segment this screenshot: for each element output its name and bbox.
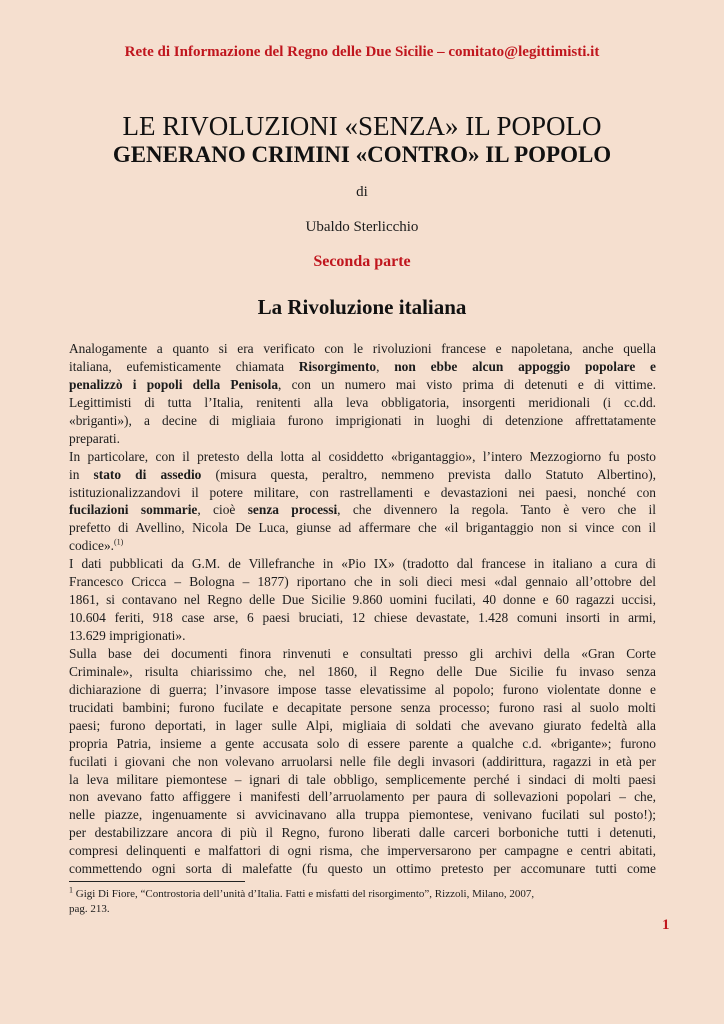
- text-run: la leva militare piemontese – ignari di tale obbligo, semplicemente perché i sindaci di molti paesi: [69, 771, 656, 787]
- body-line: [69, 412, 656, 430]
- text-run: non avevano fatto affiggere i manifesti dell’arruolamento per paura di sollevazioni popolari – che,: [69, 789, 656, 805]
- text-run: Analogamente a quanto si era verificato con le rivoluzioni francese e napoletana, anche quella: [69, 341, 656, 356]
- text-run: Sulla base dei documenti finora rinvenuti e consultati presso gli archivi della «Gran Corte: [69, 645, 656, 661]
- text-run: dichiarazione di guerra; l’invasore impose tasse elevatissime al popolo; furono violentate donne e: [69, 681, 656, 697]
- bold-text: senza processi: [247, 502, 338, 518]
- text-run: (misura questa, peraltro, nemmeno prevista dallo Statuto Albertino),: [201, 466, 657, 482]
- text-run: 1861, si contavano nel Regno delle Due Sicilie 9.860 uomini fucilati, 40 donne e 60 ragazzi uccisi,: [69, 592, 656, 608]
- text-run: prefetto di Avellino, Nicola De Luca, giunse ad affermare che «il brigantaggio non si vince con il: [69, 520, 656, 536]
- text-run: , con un numero mai visto prima di detenuti e di vittime.: [278, 376, 656, 392]
- text-run: istituzionalizzandovi il potere militare, con rastrellamenti e devastazioni nei paesi, nonché con: [69, 484, 656, 500]
- text-run: , cioè: [197, 502, 248, 518]
- body-line: [69, 735, 656, 753]
- text-run: paesi; furono deportati, in lager sulle Alpi, migliaia di soldati che avevano giurato fedeltà alla: [69, 717, 656, 733]
- bold-text: penalizzò i popoli della Penisola: [69, 376, 279, 392]
- text-run: italiana, eufemisticamente chiamata: [69, 358, 299, 374]
- section-title: La Rivoluzione italiana: [257, 295, 467, 319]
- body-line: [69, 717, 656, 735]
- body-line: [69, 484, 656, 502]
- body-text: [69, 340, 656, 878]
- footnote-reference: (1): [113, 537, 124, 547]
- body-line: [69, 627, 656, 645]
- body-line: [69, 842, 656, 860]
- title-line-1: LE RIVOLUZIONI «SENZA» IL POPOLO: [122, 111, 602, 141]
- text-run: in: [69, 466, 94, 482]
- text-run: preparati.: [69, 430, 120, 446]
- text-run: compresi delinquenti e malfattori di ogni risma, che imperversarono per campagne e centri abitati,: [69, 843, 656, 859]
- bold-text: fucilazioni sommarie: [69, 502, 198, 518]
- body-line: [69, 663, 656, 681]
- text-run: Legittimisti di tutta l’Italia, renitenti alla leva obbligatoria, insorgenti meridionali (i cc.dd.: [69, 394, 656, 410]
- body-line: [69, 699, 656, 717]
- body-line: [69, 430, 656, 448]
- text-run: , che divennero la regola. Tanto è vero che il: [337, 502, 656, 518]
- title-line-2: GENERANO CRIMINI «CONTRO» IL POPOLO: [112, 142, 612, 167]
- bold-text: stato di assedio: [93, 466, 202, 482]
- body-line: [69, 806, 656, 824]
- body-line: [69, 609, 656, 627]
- body-line: [69, 555, 656, 573]
- text-run: fucilati i giovani che non volevano arruolarsi nelle file degli invasori (addirittura, ragazzi in età per: [69, 753, 656, 769]
- body-line: [69, 645, 656, 663]
- body-line: [69, 519, 656, 537]
- text-run: codice».: [69, 538, 114, 554]
- body-line: [69, 681, 656, 699]
- body-line: [69, 753, 656, 771]
- text-run: 13.629 imprigionati».: [69, 628, 186, 643]
- text-run: trucidati bambini; furono fucilate e decapitate persone senza processo; furono rasi al suolo molti: [69, 699, 656, 715]
- text-run: 10.604 feriti, 918 case arse, 6 paesi bruciati, 12 chiese devastate, 1.428 comuni insorti in armi,: [69, 610, 656, 626]
- bold-text: non ebbe alcun appoggio popolare e: [394, 358, 656, 374]
- body-line: [69, 394, 656, 412]
- text-run: Criminale», risulta chiarissimo che, nel 1860, il Regno delle Due Sicilie fu invaso senza: [69, 663, 656, 679]
- text-run: commettendo ogni sorta di malefatte (fu questo un ottimo pretesto per accomunare tutti come: [69, 861, 656, 877]
- body-line: [69, 771, 656, 789]
- author-name: Ubaldo Sterlicchio: [305, 219, 419, 235]
- body-line: [69, 573, 656, 591]
- body-line: [69, 860, 656, 878]
- body-line: [69, 358, 656, 376]
- body-line: [69, 448, 656, 466]
- body-line: [69, 340, 656, 358]
- footnote-line-2: pag. 213.: [69, 902, 110, 915]
- text-run: «briganti»), a decine di migliaia furono imprigionati in luoghi di detenzione affrettatamente: [69, 412, 656, 428]
- text-run: Francesco Cricca – Bologna – 1877) riportano che in soli dieci mesi «dal gennaio all’ottobre del: [69, 574, 656, 590]
- body-line: [69, 788, 656, 806]
- body-line: [69, 466, 656, 484]
- footnote-marker: 1: [69, 885, 73, 895]
- text-run: per destabilizzare ancora di più il Regno, furono liberati dalle carceri borboniche tutti i detenuti,: [69, 825, 656, 841]
- text-run: propria Patria, insieme a gente accusata solo di essere parente a qualche c.d. «brigante»; furono: [69, 735, 656, 751]
- text-run: In particolare, con il pretesto della lotta al cosiddetto «brigantaggio», l’intero Mezzogiorno fu posto: [69, 448, 656, 464]
- byline-di: di: [356, 184, 368, 200]
- footnote-text-1: Gigi Di Fiore, “Controstoria dell’unità d’Italia. Fatti e misfatti del risorgimento”, Rizzoli, Milano, 2007,: [73, 888, 535, 900]
- page-number: 1: [662, 917, 670, 933]
- body-line: [69, 537, 656, 555]
- body-line: [69, 824, 656, 842]
- footnote-line-1: [69, 887, 656, 902]
- text-run: I dati pubblicati da G.M. de Villefranche in «Pio IX» (tradotto dal francese in italiano a cura di: [69, 556, 656, 572]
- body-line: [69, 591, 656, 609]
- footnote: [69, 887, 656, 916]
- part-label: Seconda parte: [313, 253, 411, 270]
- body-line: [69, 501, 656, 519]
- footnote-divider: [69, 881, 245, 882]
- text-run: ,: [376, 358, 395, 374]
- body-line: [69, 376, 656, 394]
- bold-text: Risorgimento: [298, 358, 377, 374]
- page-header: Rete di Informazione del Regno delle Due Sicilie – comitato@legittimisti.it: [124, 44, 600, 60]
- text-run: nelle piazze, ingenuamente si avvicinavano alla truppa piemontese, venivano fucilati sul posto!);: [69, 807, 656, 823]
